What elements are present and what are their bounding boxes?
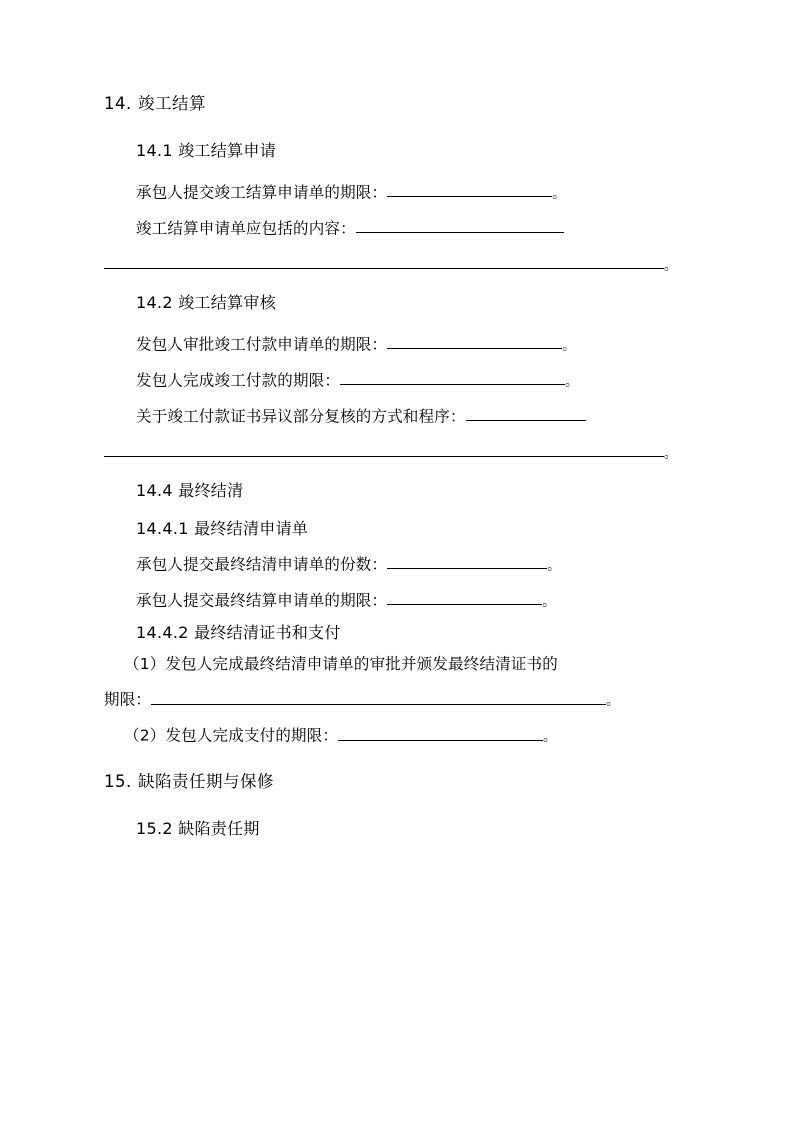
spacer [104,744,690,774]
field-line-contractor-submit-deadline [104,181,690,201]
field-line-employer-payment-deadline [104,369,690,389]
spacer [104,461,690,483]
field-terminator: 。 [606,693,620,709]
spacer [104,708,690,724]
field-label: （2）发包人完成支付的期限： [124,726,339,745]
heading-section-15 [104,774,690,791]
blank-field[interactable] [387,553,547,570]
blank-field[interactable] [387,589,542,606]
heading-section-14-number: 14. [104,94,132,113]
spacer [104,573,690,589]
field-label: （1）发包人完成最终结清申请单的审批并颁发最终结清证书的 [124,654,558,673]
spacer [104,113,690,143]
field-terminator: 。 [664,446,678,461]
spacer [104,499,690,521]
field-label: 承包人提交最终结清申请单的份数： [136,555,388,573]
spacer [104,389,690,405]
blank-field[interactable] [338,724,543,741]
heading-section-14 [104,96,690,113]
field-label: 关于竣工付款证书异议部分复核的方式和程序： [136,407,466,425]
field-line-application-contents [104,217,690,237]
field-line-application-contents-cont [104,253,690,273]
field-terminator: 。 [547,558,561,573]
spacer [104,537,690,553]
blank-field[interactable] [104,441,664,458]
blank-field[interactable] [387,181,552,198]
field-line-final-certificate-issue [104,654,690,673]
field-line-employer-approve-deadline [104,333,690,353]
heading-section-14-title: 竣工结算 [138,94,206,113]
spacer [104,201,690,217]
field-terminator: 。 [552,186,566,201]
field-terminator: 。 [565,374,579,389]
heading-section-15-title: 缺陷责任期与保修 [138,772,274,791]
heading-section-14-2: 14.2 竣工结算审核 [136,292,277,312]
blank-field[interactable] [104,253,664,270]
heading-section-15-number: 15. [104,772,132,791]
spacer [104,311,690,333]
blank-field[interactable] [151,688,606,705]
spacer [104,353,690,369]
field-terminator: 。 [542,594,556,609]
field-label: 竣工结算申请单应包括的内容： [136,219,356,237]
spacer [104,273,690,295]
field-line-certificate-review-method-cont [104,441,690,461]
field-label: 承包人提交竣工结算申请单的期限： [136,183,388,201]
blank-field[interactable] [340,369,565,386]
blank-field[interactable] [387,333,562,350]
field-line-final-certificate-issue-deadline [104,688,690,708]
blank-field[interactable] [466,405,586,422]
spacer [104,237,690,253]
spacer [104,425,690,441]
field-label: 期限： [104,690,152,709]
field-label: 发包人审批竣工付款申请单的期限： [136,335,388,353]
spacer [104,791,690,821]
field-line-final-settlement-deadline [104,589,690,609]
spacer [104,159,690,181]
heading-section-14-4-2: 14.4.2 最终结清证书和支付 [136,622,341,642]
field-label: 承包人提交最终结算申请单的期限： [136,591,388,609]
field-line-final-payment-deadline [104,724,690,744]
document-body [104,96,690,837]
blank-field[interactable] [356,217,564,234]
field-line-final-settlement-copies [104,553,690,573]
heading-section-14-4-1: 14.4.1 最终结清申请单 [136,518,309,538]
field-line-certificate-review-method [104,405,690,425]
heading-section-15-2: 15.2 缺陷责任期 [136,818,260,838]
field-terminator: 。 [562,338,576,353]
heading-section-14-4: 14.4 最终结清 [136,480,244,500]
field-terminator: 。 [664,258,678,273]
field-label: 发包人完成竣工付款的期限： [136,371,341,389]
field-terminator: 。 [543,729,557,745]
spacer [104,672,690,688]
heading-section-14-1: 14.1 竣工结算申请 [136,140,277,160]
